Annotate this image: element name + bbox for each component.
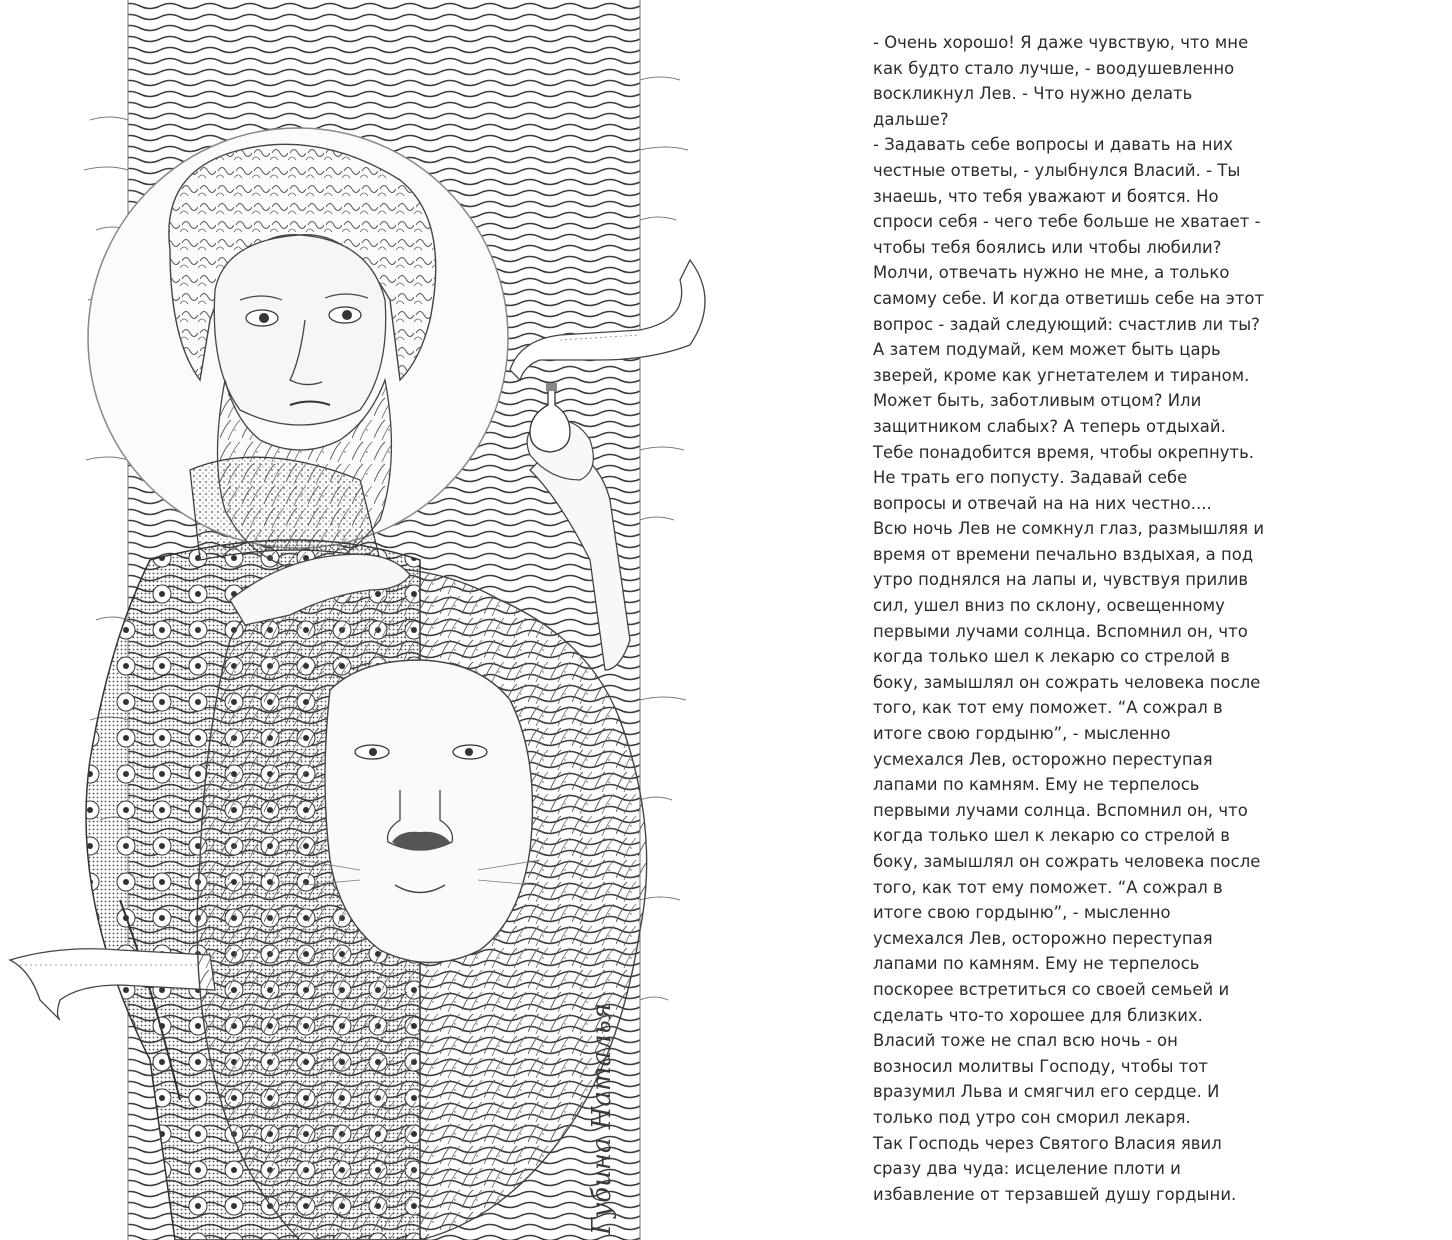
text-line: боку, замышлял он сожрать человека после <box>873 672 1261 692</box>
text-line: честные ответы, - улыбнулся Власий. - Ты <box>873 160 1241 180</box>
story-text-column <box>873 30 1273 1207</box>
text-line: когда только шел к лекарю со стрелой в <box>873 826 1230 846</box>
text-line: знаешь, что тебя уважают и боятся. Но <box>873 186 1219 206</box>
text-line: усмехался Лев, осторожно переступая <box>873 928 1213 948</box>
text-line: Всю ночь Лев не сомкнул глаз, размышляя и <box>873 519 1265 539</box>
text-line: только под утро сон сморил лекаря. <box>873 1107 1191 1127</box>
text-line: того, как тот ему поможет. “А сожрал в <box>873 877 1223 897</box>
text-line: сразу два чуда: исцеление плоти и <box>873 1159 1181 1179</box>
text-line: итоге свою гордыню”, - мысленно <box>873 724 1171 744</box>
text-line: сил, ушел вниз по склону, освещенному <box>873 596 1225 616</box>
text-line: первыми лучами солнца. Вспомнил он, что <box>873 621 1248 641</box>
text-line: лапами по камням. Ему не терпелось <box>873 954 1200 974</box>
text-line: - Очень хорошо! Я даже чувствую, что мне <box>873 33 1249 52</box>
text-line: боку, замышлял он сожрать человека после <box>873 852 1261 871</box>
text-line: того, как тот ему поможет. “А сожрал в <box>873 698 1223 718</box>
text-line: Молчи, отвечать нужно не мне, а только <box>873 263 1230 283</box>
text-line: Власий тоже не спал всю ночь - он <box>873 1031 1178 1051</box>
text-line: спроси себя - чего тебе больше не хватает - <box>873 212 1261 232</box>
text-line: самому себе. И когда ответишь себе на этот <box>873 288 1265 308</box>
text-line: - Задавать себе вопросы и давать на них <box>873 135 1234 155</box>
text-line: дальше? <box>873 109 949 129</box>
text-line: Так Господь через Святого Власия явил <box>873 1133 1222 1153</box>
text-line: А затем подумай, кем может быть царь <box>873 340 1221 360</box>
text-line: Может быть, заботливым отцом? Или <box>873 391 1202 411</box>
text-line: защитником слабых? А теперь отдыхай. <box>873 416 1226 436</box>
text-line: вразумил Льва и смягчил его сердце. И <box>873 1082 1220 1102</box>
text-line: возносил молитвы Господу, чтобы тот <box>873 1056 1209 1076</box>
text-line: Не трать его попусту. Задавай себе <box>873 468 1188 488</box>
text-line: как будто стало лучше, - воодушевленно <box>873 58 1235 78</box>
text-line: когда только шел к лекарю со стрелой в <box>873 647 1230 667</box>
text-line: избавление от терзавшей душу гордыни. <box>873 1184 1237 1204</box>
text-line: воскликнул Лев. - Что нужно делать <box>873 84 1193 104</box>
text-line: зверей, кроме как угнетателем и тираном. <box>873 365 1250 385</box>
text-line: время от времени печально вздыхая, а под <box>873 544 1254 564</box>
saint-face <box>214 235 385 425</box>
artist-signature-text: Губина Наталья <box>587 1002 617 1235</box>
artist-signature <box>587 1003 617 1236</box>
text-line: первыми лучами солнца. Вспомнил он, что <box>873 800 1248 820</box>
text-line: сделать что-то хорошее для близких. <box>873 1005 1203 1025</box>
text-line: Тебе понадобится время, чтобы окрепнуть. <box>873 442 1255 462</box>
text-line: усмехался Лев, осторожно переступая <box>873 749 1213 769</box>
text-line: утро поднялся на лапы и, чувствуя прилив <box>873 570 1249 590</box>
text-line: итоге свою гордыню”, - мысленно <box>873 903 1171 923</box>
text-line: поскорее встретиться со своей семьей и <box>873 979 1230 999</box>
text-line: лапами по камням. Ему не терпелось <box>873 775 1200 795</box>
text-line: чтобы тебя боялись или чтобы любили? <box>873 237 1222 257</box>
text-line: вопрос - задай следующий: счастлив ли ты? <box>873 314 1260 334</box>
text-line: вопросы и отвечай на на них честно.... <box>873 493 1212 513</box>
